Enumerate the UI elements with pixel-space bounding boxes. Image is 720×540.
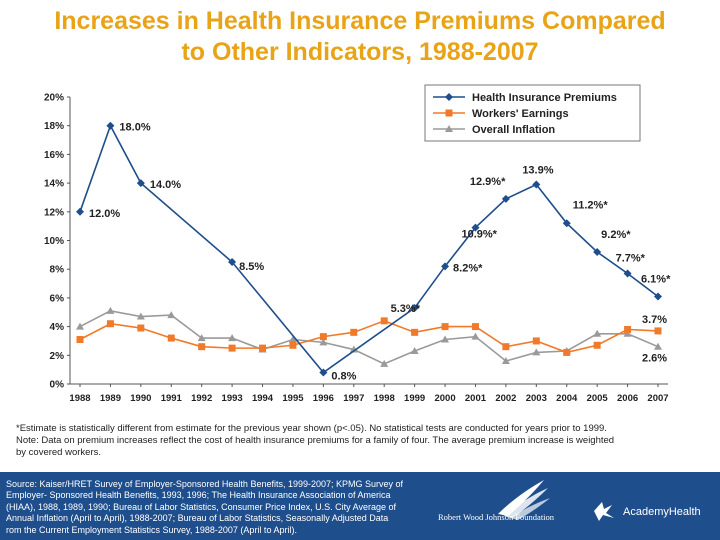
y-tick-label: 14%: [43, 178, 64, 190]
x-tick-label: 1989: [99, 393, 121, 404]
y-tick-label: 20%: [43, 92, 64, 104]
data-point: [289, 342, 296, 349]
premium-note-line-1: Note: Data on premium increases reflect the cost of health insurance premiums for a family of four. The average premium increase is weighted: [16, 435, 615, 446]
page-title: [0, 6, 720, 68]
data-point: [411, 329, 418, 336]
legend-label: Overall Inflation: [472, 124, 556, 136]
y-tick-label: 4%: [49, 322, 64, 334]
x-tick-label: 2002: [495, 393, 517, 404]
data-point: [320, 333, 327, 340]
y-tick-label: 10%: [43, 236, 64, 247]
data-label: 12.9%*: [469, 175, 506, 188]
x-tick-label: 1999: [404, 393, 426, 404]
data-point: [472, 323, 479, 330]
x-tick-label: 1992: [191, 393, 213, 404]
y-tick-label: 12%: [43, 207, 64, 219]
data-label: 2.6%: [642, 352, 668, 365]
title-line-1: Increases in Health Insurance Premiums Compared: [54, 7, 666, 35]
data-point: [77, 336, 84, 343]
data-point: [107, 320, 114, 327]
series-line: [80, 126, 658, 373]
data-point: [76, 208, 84, 216]
legend-label: Workers' Earnings: [472, 108, 569, 120]
data-point: [229, 345, 236, 352]
x-tick-label: 1995: [282, 393, 304, 404]
legend-marker: [446, 110, 453, 117]
y-tick-label: 2%: [49, 350, 64, 362]
data-label: 14.0%: [149, 179, 182, 192]
data-point: [624, 326, 631, 333]
y-tick-label: 0%: [49, 379, 64, 391]
data-label: 5.3%*: [390, 302, 420, 315]
data-label: 9.2%*: [601, 228, 631, 241]
data-point: [533, 337, 540, 344]
data-label: 3.7%: [642, 313, 668, 326]
x-tick-label: 1993: [221, 393, 243, 404]
data-point: [502, 343, 509, 350]
source-line: Source: Kaiser/HRET Survey of Employer-Sponsored Health Benefits, 1999-2007; KPMG Survey of: [6, 479, 404, 489]
y-tick-label: 16%: [43, 149, 64, 161]
data-point: [442, 323, 449, 330]
data-point: [106, 122, 114, 130]
data-point: [381, 317, 388, 324]
source-line: rom the Current Employment Statistics Survey, 1988-2007 (April to April).: [6, 524, 297, 535]
x-tick-label: 1988: [69, 393, 91, 404]
data-label: 6.1%*: [641, 273, 671, 286]
data-label: 13.9%: [522, 164, 554, 177]
data-point: [655, 327, 662, 334]
premium-note-line-2: by covered workers.: [16, 447, 102, 458]
source-line: Annual Inflation (April to April), 1988-2007; Bureau of Labor Statistics, Seasonally Adjusted Data: [6, 513, 389, 524]
x-tick-label: 1997: [343, 393, 365, 404]
x-tick-label: 1991: [160, 393, 182, 404]
legend-label: Health Insurance Premiums: [472, 92, 617, 104]
source-line: (HIAA), 1988, 1989, 1990; Bureau of Labor Statistics, Consumer Price Index, U.S. City Average of: [6, 501, 397, 512]
x-tick-label: 2005: [586, 393, 608, 404]
data-point: [563, 349, 570, 356]
data-label: 7.7%*: [615, 252, 645, 265]
data-point: [594, 342, 601, 349]
estimate-note: *Estimate is statistically different from estimate for the previous year shown (p<.05). No statistical tests are conducted for years prior to 1999.: [16, 423, 607, 434]
x-tick-label: 2004: [556, 393, 578, 404]
source-text: [6, 479, 446, 536]
line-chart: [40, 82, 680, 417]
data-label: 8.2%*: [453, 262, 483, 275]
data-point: [137, 325, 144, 332]
data-label: 18.0%: [119, 121, 151, 134]
y-tick-label: 6%: [49, 293, 64, 305]
source-line: Employer- Sponsored Health Benefits, 1993, 1996; The Health Insurance Association of America: [6, 490, 391, 501]
x-tick-label: 1990: [130, 393, 152, 404]
footer-bar: [0, 472, 720, 540]
data-point: [168, 335, 175, 342]
data-point: [76, 323, 84, 330]
y-tick-label: 18%: [43, 121, 64, 133]
data-label: 10.9%*: [461, 228, 497, 241]
x-tick-label: 2001: [464, 393, 487, 404]
data-label: 8.5%: [239, 261, 265, 274]
data-point: [259, 345, 266, 352]
x-tick-label: 2003: [525, 393, 547, 404]
data-point: [350, 329, 357, 336]
academyhealth-logo-text: AcademyHealth: [623, 506, 701, 518]
data-point: [198, 343, 205, 350]
x-tick-label: 2006: [617, 393, 639, 404]
chart-notes: [16, 423, 706, 459]
academyhealth-logo-icon: [590, 500, 620, 522]
x-tick-label: 1996: [312, 393, 334, 404]
data-label: 11.2%*: [572, 199, 608, 212]
x-tick-label: 1994: [251, 393, 274, 404]
data-point: [106, 307, 114, 314]
rwjf-logo-text: Robert Wood Johnson Foundation: [438, 512, 555, 522]
x-tick-label: 2007: [647, 393, 669, 404]
x-tick-label: 2000: [434, 393, 456, 404]
x-tick-label: 1998: [373, 393, 395, 404]
title-line-2: to Other Indicators, 1988-2007: [181, 38, 539, 66]
data-label: 12.0%: [89, 207, 121, 220]
data-label: 0.8%: [331, 370, 357, 383]
y-tick-label: 8%: [49, 264, 64, 276]
